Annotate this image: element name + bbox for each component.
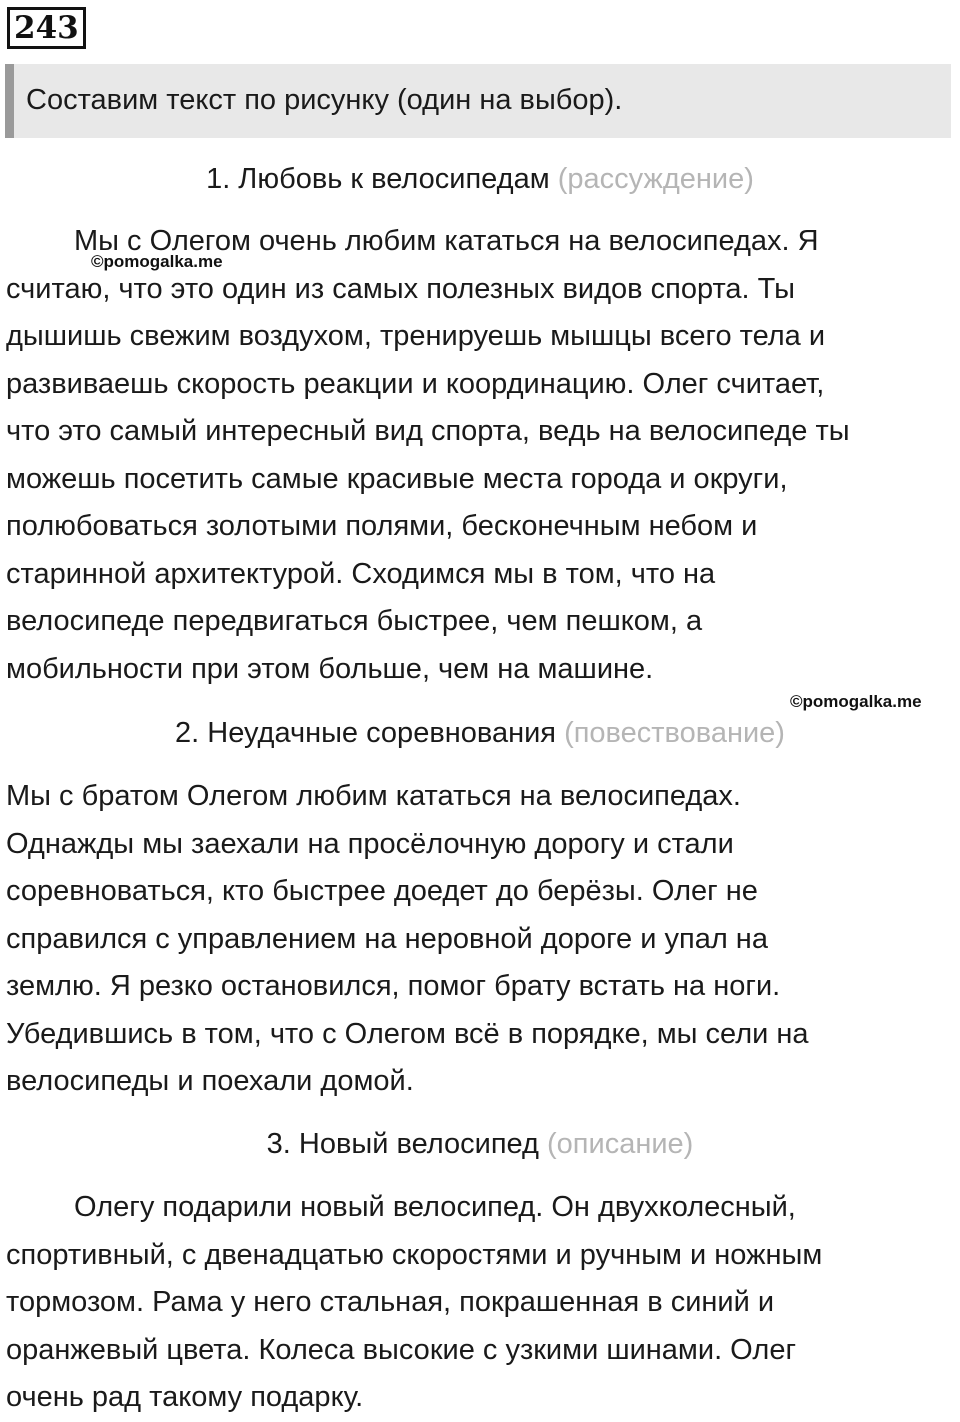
section-3-heading xyxy=(0,1126,960,1162)
watermark: ©pomogalka.me xyxy=(790,692,922,711)
text-line: очень рад такому подарку. xyxy=(6,1381,364,1413)
text-line: соревноваться, кто быстрее доедет до берёзы. Олег не xyxy=(6,875,758,907)
text-line: оранжевый цвета. Колеса высокие с узкими шинами. Олег xyxy=(6,1333,797,1366)
section-1-genre: (рассуждение) xyxy=(557,163,754,195)
section-2-title: 2. Неудачные соревнования xyxy=(175,717,556,749)
watermark: ©pomogalka.me xyxy=(91,252,223,271)
text-line: дышишь свежим воздухом, тренируешь мышцы всего тела и xyxy=(6,320,826,352)
text-line: Убедившись в том, что с Олегом всё в порядке, мы сели на xyxy=(6,1017,809,1050)
task-number: 243 xyxy=(7,7,86,49)
section-3-title: 3. Новый велосипед xyxy=(266,1128,539,1160)
task-instruction-bar xyxy=(5,64,951,138)
text-line: велосипеде передвигаться быстрее, чем пешком, а xyxy=(6,605,703,637)
text-line: Мы с братом Олегом любим кататься на велосипедах. xyxy=(6,780,741,812)
text-line: можешь посетить самые красивые места города и округи, xyxy=(6,462,788,495)
section-1-heading xyxy=(0,161,960,197)
text-line: что это самый интересный вид спорта, ведь на велосипеде ты xyxy=(6,415,850,447)
section-1-text xyxy=(6,218,954,693)
task-instruction: Составим текст по рисунку (один на выбор). xyxy=(26,84,623,116)
text-line: развиваешь скорость реакции и координацию. Олег считает, xyxy=(6,367,825,400)
text-line: велосипеды и поехали домой. xyxy=(6,1065,414,1097)
text-line: тормозом. Рама у него стальная, покрашенная в синий и xyxy=(6,1286,775,1318)
section-3-text xyxy=(6,1184,954,1422)
section-2-heading xyxy=(0,715,960,751)
text-line: Мы с Олегом очень любим кататься на велосипедах. Я xyxy=(74,225,819,257)
text-line: Однажды мы заехали на просёлочную дорогу и стали xyxy=(6,827,734,860)
text-line: мобильности при этом больше, чем на машине. xyxy=(6,652,654,685)
text-line: старинной архитектурой. Сходимся мы в том, что на xyxy=(6,557,716,590)
section-2-genre: (повествование) xyxy=(564,717,785,749)
section-2-text xyxy=(6,773,954,1106)
section-3-genre: (описание) xyxy=(547,1128,694,1160)
text-line: полюбоваться золотыми полями, бесконечным небом и xyxy=(6,510,758,542)
text-line: землю. Я резко остановился, помог брату встать на ноги. xyxy=(6,970,781,1002)
text-line: справился с управлением на неровной дороге и упал на xyxy=(6,922,768,955)
section-1-title: 1. Любовь к велосипедам xyxy=(206,163,550,195)
text-line: Олегу подарили новый велосипед. Он двухколесный, xyxy=(74,1191,796,1223)
text-line: считаю, что это один из самых полезных видов спорта. Ты xyxy=(6,272,795,305)
text-line: спортивный, с двенадцатью скоростями и ручным и ножным xyxy=(6,1238,823,1271)
